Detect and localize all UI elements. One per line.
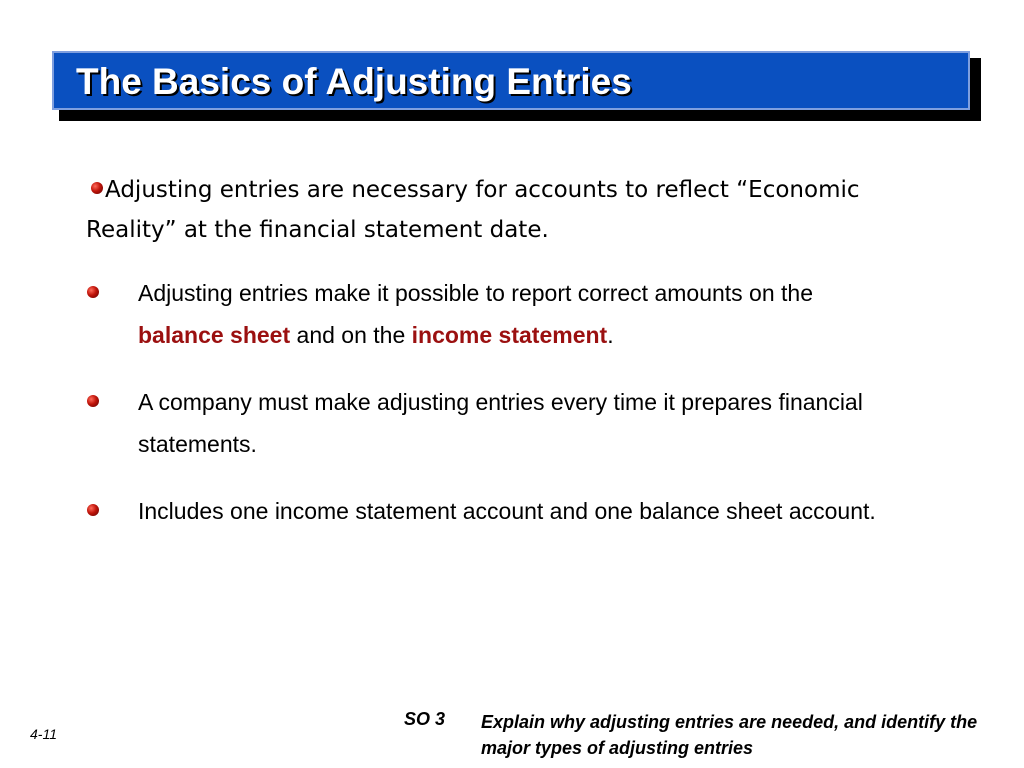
red-sphere-bullet-icon <box>91 182 103 194</box>
slide-title: The Basics of Adjusting Entries <box>76 61 632 102</box>
red-sphere-bullet-icon <box>87 504 99 516</box>
bullet-point-2-text: A company must make adjusting entries every time it prepares financial statements. <box>138 389 863 457</box>
title-banner <box>52 51 970 110</box>
bullet-point-1-middle: and on the <box>290 322 412 348</box>
bullet-point-2 <box>138 381 898 465</box>
balance-sheet-term: balance sheet <box>138 322 291 348</box>
bullet-point-1 <box>138 272 898 356</box>
bullet-point-1-end: . <box>607 322 614 348</box>
study-objective-label: SO 3 <box>404 709 446 729</box>
intro-bullet-item <box>86 170 886 250</box>
bullet-point-3 <box>138 490 898 532</box>
study-objective-text: Explain why adjusting entries are needed, and identify the major types of adjusting entries <box>481 712 978 758</box>
bullet-point-1-text: Adjusting entries make it possible to report correct amounts on the <box>138 280 814 306</box>
red-sphere-bullet-icon <box>87 286 99 298</box>
slide-number: 4-11 <box>30 726 57 742</box>
red-sphere-bullet-icon <box>87 395 99 407</box>
income-statement-term: income statement <box>411 322 608 348</box>
intro-text: Adjusting entries are necessary for accounts to reflect “Economic Reality” at the financial statement date. <box>86 177 860 243</box>
bullet-point-3-text: Includes one income statement account and one balance sheet account. <box>138 498 876 524</box>
